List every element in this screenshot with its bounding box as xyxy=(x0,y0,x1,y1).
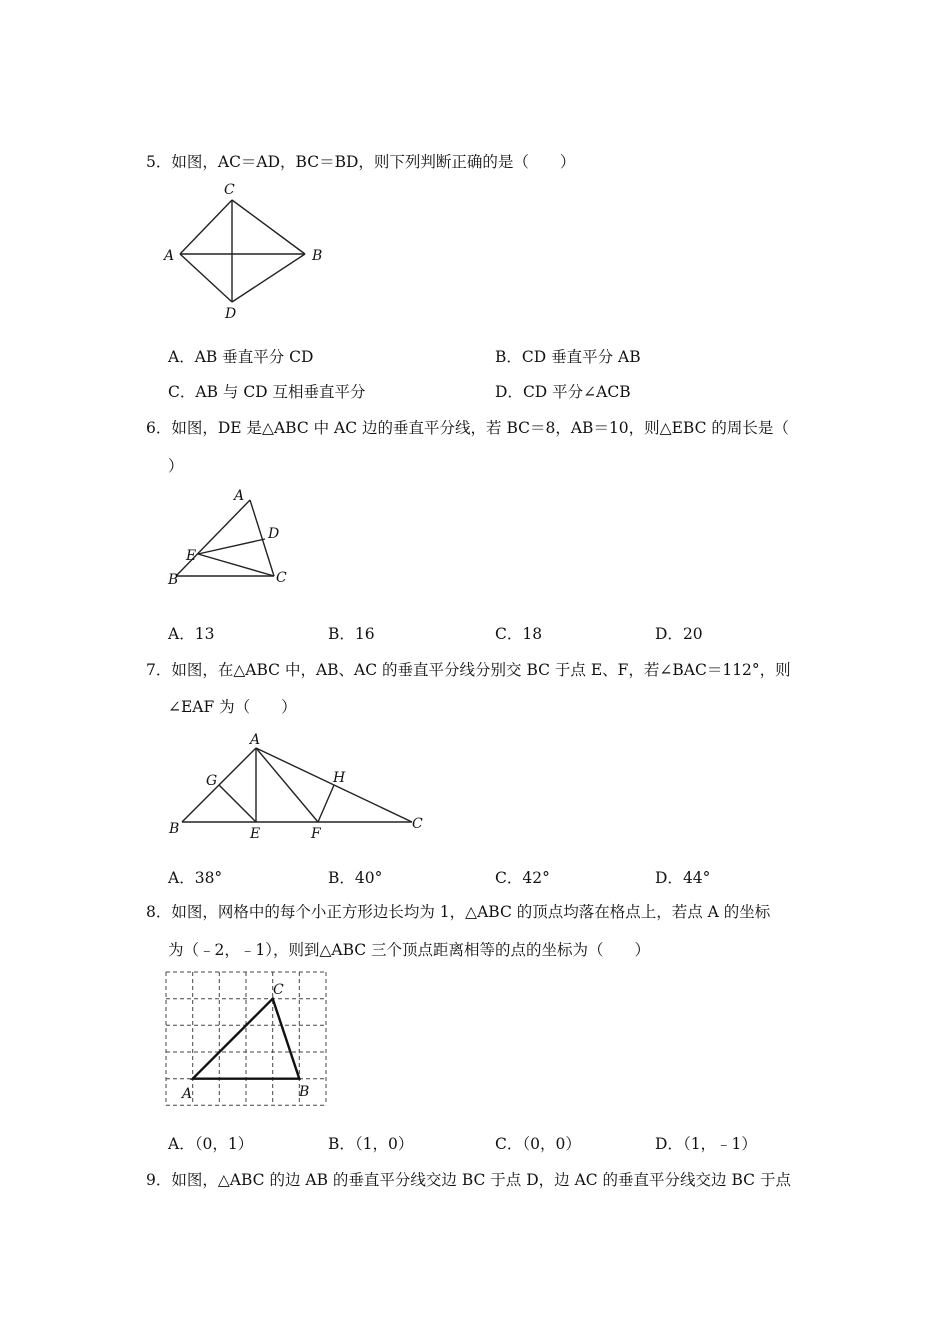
q8-number: 8． xyxy=(146,903,172,921)
q6-number: 6． xyxy=(146,419,172,437)
q6-label-d: D xyxy=(268,526,280,542)
q7-label-f: F xyxy=(311,826,321,842)
q7-option-c[interactable]: C．42° xyxy=(495,869,550,887)
q6-label-b: B xyxy=(168,572,179,588)
q8-label-a: A xyxy=(182,1086,193,1102)
q8-option-a[interactable]: A．（0，1） xyxy=(168,1135,254,1153)
q8-option-c[interactable]: C．（0，0） xyxy=(495,1135,581,1153)
q6-seg-ed xyxy=(198,539,265,554)
q7-label-g: G xyxy=(206,773,218,789)
q6-option-a[interactable]: A．13 xyxy=(168,625,215,643)
q7-stem xyxy=(146,660,791,680)
q7-option-d[interactable]: D．44° xyxy=(655,869,711,887)
q5-label-a: A xyxy=(164,248,175,264)
q8-figure xyxy=(160,966,340,1116)
q5-seg-bd xyxy=(232,254,305,302)
q5-seg-ac xyxy=(180,200,232,254)
q5-figure xyxy=(160,182,340,322)
q7-option-a[interactable]: A．38° xyxy=(168,869,223,887)
q8-option-b[interactable]: B．（1，0） xyxy=(328,1135,414,1153)
q6-text: 如图，DE 是△ABC 中 AC 边的垂直平分线，若 BC＝8，AB＝10，则△EBC 的周长是（ xyxy=(171,419,789,437)
q6-seg-ba xyxy=(176,500,250,576)
q5-stem xyxy=(146,152,575,172)
q7-option-b[interactable]: B．40° xyxy=(328,869,383,887)
q6-option-b[interactable]: B．16 xyxy=(328,625,375,643)
q7-text: 如图，在△ABC 中，AB、AC 的垂直平分线分别交 BC 于点 E、F，若∠BAC＝112°，则 xyxy=(171,661,791,679)
q8-label-c: C xyxy=(273,982,284,998)
q7-label-b: B xyxy=(169,821,180,837)
q5-option-c[interactable]: C．AB 与 CD 互相垂直平分 xyxy=(168,383,366,401)
q8-stem-cont: 为（﹣2，﹣1），则到△ABC 三个顶点距离相等的点的坐标为（ ） xyxy=(168,941,651,959)
q7-label-e: E xyxy=(250,826,261,842)
q5-label-b: B xyxy=(312,248,323,264)
q6-stem-cont: ） xyxy=(168,457,184,475)
q7-label-a: A xyxy=(250,732,261,748)
q9-text: 如图，△ABC 的边 AB 的垂直平分线交边 BC 于点 D，边 AC 的垂直平分线交边 BC 于点 xyxy=(171,1171,791,1189)
q6-stem xyxy=(146,418,789,438)
q8-text: 如图，网格中的每个小正方形边长均为 1，△ABC 的顶点均落在格点上，若点 A 的坐标 xyxy=(171,903,771,921)
q8-label-b: B xyxy=(299,1084,310,1100)
q5-option-d[interactable]: D．CD 平分∠ACB xyxy=(495,383,631,401)
q6-label-e: E xyxy=(186,548,197,564)
q7-figure xyxy=(166,730,436,845)
q6-option-c[interactable]: C．18 xyxy=(495,625,543,643)
q9-stem xyxy=(146,1170,791,1190)
q7-seg-ge xyxy=(219,785,256,822)
q8-stem xyxy=(146,902,770,922)
q6-figure xyxy=(164,486,304,596)
q5-option-a[interactable]: A．AB 垂直平分 CD xyxy=(168,348,314,366)
q5-label-c: C xyxy=(224,182,235,198)
q6-label-a: A xyxy=(234,488,245,504)
q5-text: 如图，AC＝AD，BC＝BD，则下列判断正确的是（ ） xyxy=(171,153,576,171)
q5-seg-da xyxy=(180,254,232,302)
q9-number: 9． xyxy=(146,1171,172,1189)
q5-seg-cb xyxy=(232,200,305,254)
q7-label-c: C xyxy=(412,816,423,832)
q7-label-h: H xyxy=(333,770,346,786)
q5-option-b[interactable]: B．CD 垂直平分 AB xyxy=(495,348,641,366)
q5-label-d: D xyxy=(225,306,237,322)
q6-option-d[interactable]: D．20 xyxy=(655,625,703,643)
q8-option-d[interactable]: D．（1，﹣1） xyxy=(655,1135,757,1153)
q7-seg-af xyxy=(256,748,318,822)
q6-seg-ec xyxy=(198,554,274,576)
q7-seg-hf xyxy=(318,785,334,822)
q7-stem-cont: ∠EAF 为（ ） xyxy=(168,698,297,716)
q7-number: 7． xyxy=(146,661,172,679)
q5-number: 5． xyxy=(146,153,172,171)
q6-label-c: C xyxy=(276,570,287,586)
